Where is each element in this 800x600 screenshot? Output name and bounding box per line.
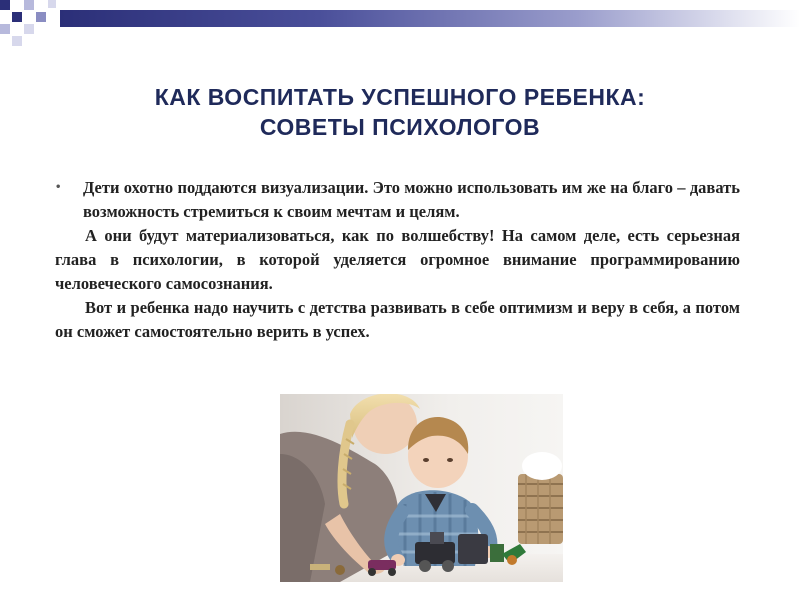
paragraph-3: Вот и ребенка надо научить с детства развивать в себе оптимизм и веру в себя, а потом он сможет самостоятельно верить в успех. (55, 298, 740, 341)
slide-body (55, 176, 740, 344)
slide-title-line-2: СОВЕТЫ ПСИХОЛОГОВ (259, 114, 541, 140)
decorative-squares (0, 0, 60, 50)
bullet-icon: • (55, 182, 62, 193)
basket (518, 452, 563, 544)
slide-title (40, 82, 760, 142)
paragraph-2: А они будут материализоваться, как по волшебству! На самом деле, есть серьезная глава в психологии, в которой уделяется огромное внимание программированию человеческого самосознания. (55, 226, 740, 293)
bullet-paragraph (55, 176, 740, 224)
header-gradient-bar (60, 10, 800, 27)
paragraph-1-text: Дети охотно поддаются визуализации. Это можно использовать им же на благо – давать возможность стремиться к своим мечтам и целям. (83, 178, 740, 221)
slide-title-line-1: КАК ВОСПИТАТЬ УСПЕШНОГО РЕБЕНКА: (154, 84, 646, 110)
mother-and-child-photo (280, 394, 563, 582)
